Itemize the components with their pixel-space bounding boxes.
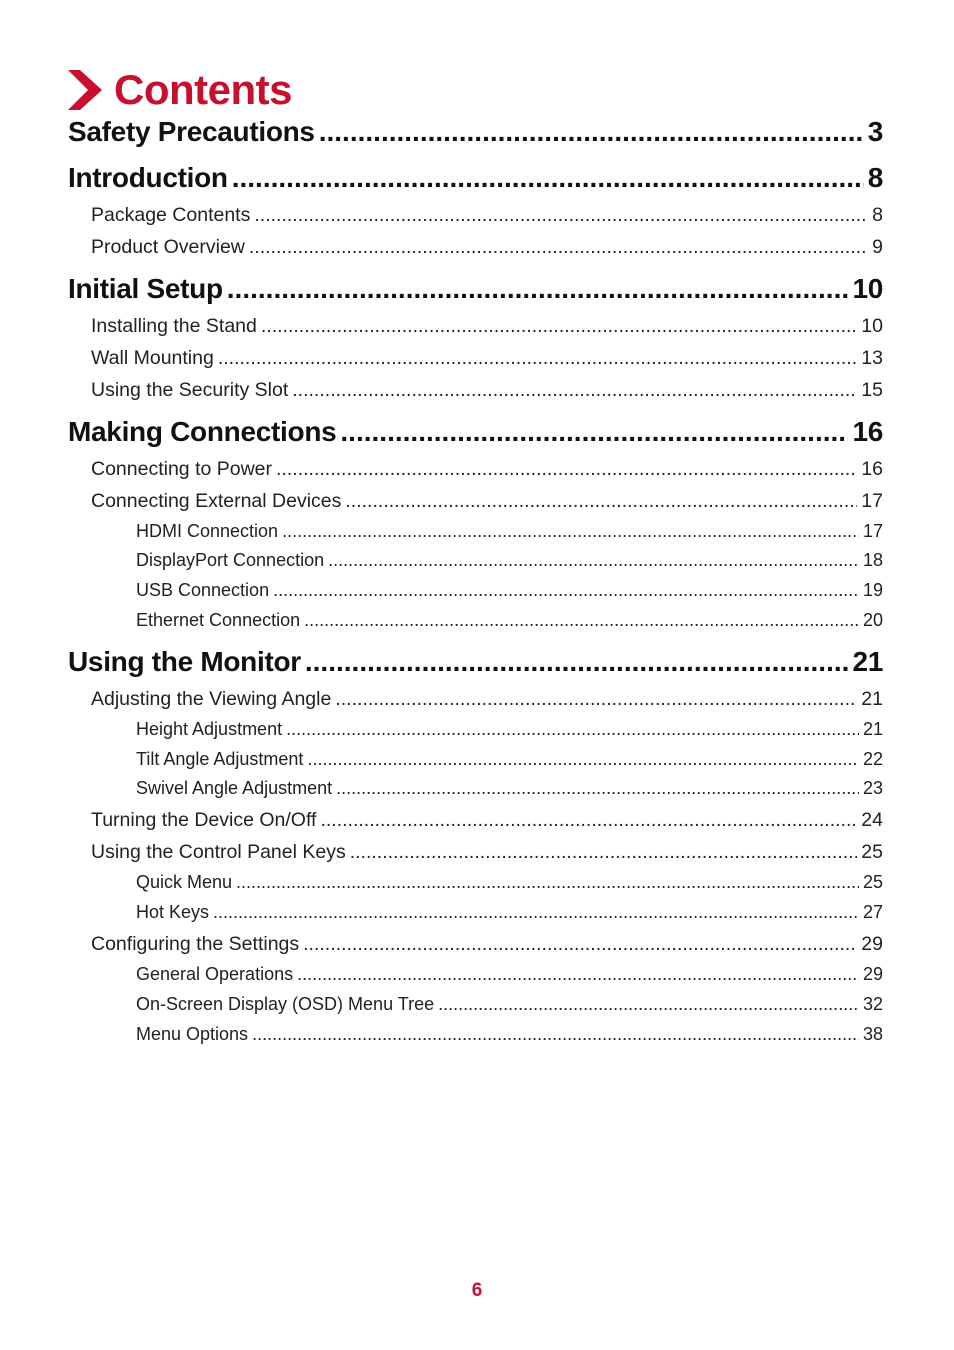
toc-entry-label: DisplayPort Connection — [136, 550, 325, 570]
toc-entry-making-connections[interactable] — [68, 416, 883, 448]
toc-entry-installing-the-stand[interactable] — [91, 315, 883, 338]
toc-entry-menu-options[interactable] — [136, 1024, 883, 1045]
toc-entry-wall-mounting[interactable] — [91, 347, 883, 370]
toc-entry-label: Configuring the Settings — [91, 933, 300, 955]
dot-leader — [319, 116, 864, 148]
toc-entry-product-overview[interactable] — [91, 236, 883, 259]
toc-entry-hot-keys[interactable] — [136, 902, 883, 923]
toc-entry-label: On-Screen Display (OSD) Menu Tree — [136, 994, 435, 1014]
toc-entry-label: Quick Menu — [136, 872, 233, 892]
toc-entry-using-the-security-slot[interactable] — [91, 379, 883, 402]
toc-entry-using-the-control-panel-keys[interactable] — [91, 841, 883, 864]
toc-entry-page: 8 — [872, 204, 883, 226]
dot-leader — [304, 610, 859, 631]
dot-leader — [336, 778, 859, 799]
toc-entry-label: Safety Precautions — [68, 116, 315, 147]
toc-entry-page: 24 — [861, 809, 883, 831]
dot-leader — [236, 872, 859, 893]
toc-entry-label: General Operations — [136, 964, 294, 984]
dot-leader — [328, 550, 859, 571]
toc-entry-hdmi-connection[interactable] — [136, 521, 883, 542]
dot-leader — [303, 933, 857, 956]
toc-entry-connecting-external-devices[interactable] — [91, 490, 883, 513]
toc-entry-label: HDMI Connection — [136, 521, 279, 541]
dot-leader — [276, 458, 857, 481]
toc-entry-label: Initial Setup — [68, 273, 223, 304]
toc-entry-label: Installing the Stand — [91, 315, 257, 337]
toc-entry-label: Swivel Angle Adjustment — [136, 778, 333, 798]
toc-entry-page: 25 — [862, 872, 883, 892]
toc-entry-page: 8 — [867, 162, 883, 193]
toc-entry-page: 13 — [861, 347, 883, 369]
toc-entry-label: Using the Monitor — [68, 646, 301, 677]
toc-entry-page: 15 — [861, 379, 883, 401]
toc-entry-page: 23 — [862, 778, 883, 798]
toc-entry-label: Introduction — [68, 162, 228, 193]
dot-leader — [297, 964, 859, 985]
toc-entry-package-contents[interactable] — [91, 204, 883, 227]
toc-entry-page: 17 — [862, 521, 883, 541]
toc-entry-page: 29 — [862, 964, 883, 984]
toc-entry-page: 10 — [861, 315, 883, 337]
toc-entry-osd-menu-tree[interactable] — [136, 994, 883, 1015]
toc-entry-general-operations[interactable] — [136, 964, 883, 985]
dot-leader — [305, 646, 849, 678]
toc-entry-page: 10 — [852, 273, 883, 304]
dot-leader — [232, 162, 864, 194]
dot-leader — [340, 416, 848, 448]
toc-entry-page: 29 — [861, 933, 883, 955]
toc-entry-page: 22 — [862, 749, 883, 769]
toc-entry-ethernet-connection[interactable] — [136, 610, 883, 631]
toc-entry-page: 3 — [867, 116, 883, 147]
toc-entry-page: 20 — [862, 610, 883, 630]
toc-entry-label: Menu Options — [136, 1024, 249, 1044]
toc-entry-initial-setup[interactable] — [68, 273, 883, 305]
toc-entry-label: Adjusting the Viewing Angle — [91, 688, 332, 710]
dot-leader — [286, 719, 859, 740]
toc-entry-page: 16 — [852, 416, 883, 447]
toc-entry-quick-menu[interactable] — [136, 872, 883, 893]
toc-entry-turning-the-device-on-off[interactable] — [91, 809, 883, 832]
toc-entry-adjusting-the-viewing-angle[interactable] — [91, 688, 883, 711]
toc-entry-height-adjustment[interactable] — [136, 719, 883, 740]
toc-entry-page: 17 — [861, 490, 883, 512]
toc-entry-label: Package Contents — [91, 204, 251, 226]
dot-leader — [249, 236, 868, 259]
toc-entry-label: Connecting to Power — [91, 458, 273, 480]
dot-leader — [350, 841, 858, 864]
toc-entry-using-the-monitor[interactable] — [68, 646, 883, 678]
page-number: 6 — [471, 1280, 483, 1301]
dot-leader — [292, 379, 857, 402]
toc-entry-label: Product Overview — [91, 236, 245, 258]
dot-leader — [254, 204, 868, 227]
toc-entry-page: 21 — [861, 688, 883, 710]
toc-entry-label: Using the Security Slot — [91, 379, 289, 401]
dot-leader — [273, 580, 859, 601]
toc-entry-label: Connecting External Devices — [91, 490, 342, 512]
toc-entry-page: 18 — [862, 550, 883, 570]
dot-leader — [438, 994, 859, 1015]
toc-entry-label: Height Adjustment — [136, 719, 283, 739]
dot-leader — [282, 521, 859, 542]
toc-entry-label: Ethernet Connection — [136, 610, 301, 630]
dot-leader — [261, 315, 857, 338]
toc-entry-page: 32 — [862, 994, 883, 1014]
toc-entry-introduction[interactable] — [68, 162, 883, 194]
dot-leader — [213, 902, 859, 923]
toc-entry-swivel-angle-adjustment[interactable] — [136, 778, 883, 799]
toc-entry-label: Tilt Angle Adjustment — [136, 749, 304, 769]
toc-entry-connecting-to-power[interactable] — [91, 458, 883, 481]
dot-leader — [345, 490, 857, 513]
toc-entry-page: 9 — [872, 236, 883, 258]
dot-leader — [320, 809, 857, 832]
page-title: Contents — [114, 66, 292, 113]
toc-entry-label: Turning the Device On/Off — [91, 809, 317, 831]
toc-entry-label: Hot Keys — [136, 902, 210, 922]
dot-leader — [307, 749, 859, 770]
toc-entry-page: 21 — [852, 646, 883, 677]
dot-leader — [218, 347, 857, 370]
dot-leader — [252, 1024, 859, 1045]
dot-leader — [335, 688, 857, 711]
toc-entry-label: Making Connections — [68, 416, 337, 447]
toc-entry-configuring-the-settings[interactable] — [91, 933, 883, 956]
toc-entry-usb-connection[interactable] — [136, 580, 883, 601]
toc-entry-page: 38 — [862, 1024, 883, 1044]
toc-entry-label: Using the Control Panel Keys — [91, 841, 346, 863]
toc-entry-page: 27 — [862, 902, 883, 922]
toc-entry-page: 16 — [861, 458, 883, 480]
toc-entry-label: USB Connection — [136, 580, 270, 600]
toc-entry-safety-precautions[interactable] — [68, 116, 883, 148]
toc-entry-tilt-angle-adjustment[interactable] — [136, 749, 883, 770]
toc-entry-page: 25 — [861, 841, 883, 863]
toc-entry-displayport-connection[interactable] — [136, 550, 883, 571]
dot-leader — [227, 273, 849, 305]
table-of-contents — [68, 0, 883, 1260]
toc-entry-label: Wall Mounting — [91, 347, 214, 369]
toc-entry-page: 21 — [862, 719, 883, 739]
toc-entry-page: 19 — [862, 580, 883, 600]
